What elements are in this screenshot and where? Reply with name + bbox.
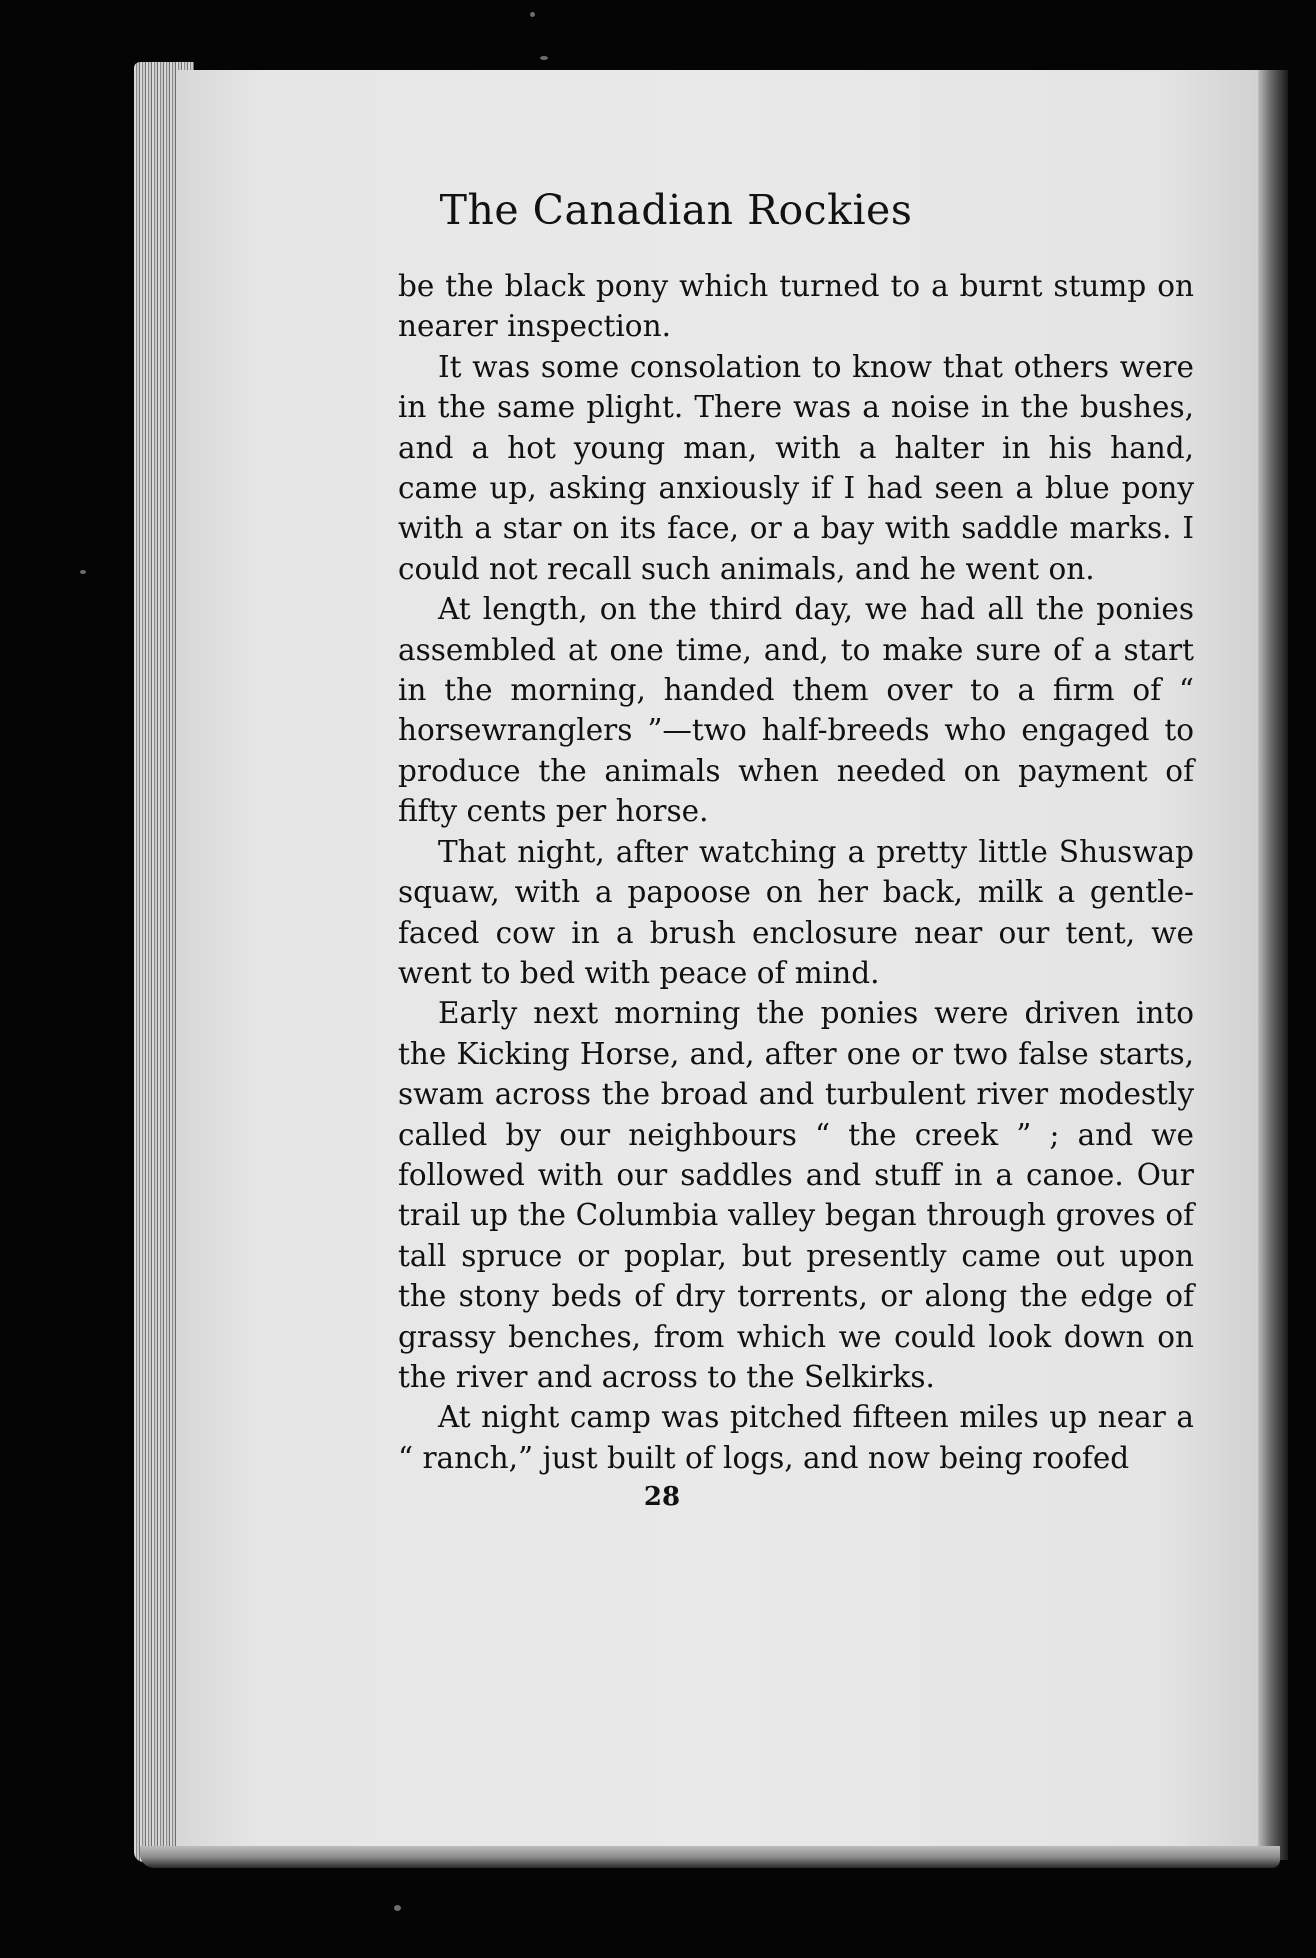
paragraph: At night camp was pitched fifteen miles up near a “ ranch,” just built of logs, and now being roofed: [398, 1400, 1194, 1475]
body-text: [398, 266, 1194, 1478]
dust-speck: [394, 1905, 401, 1911]
paragraph: Early next morning the ponies were driven into the Kicking Horse, and, after one or two false starts, swam across the broad and turbulent river modestly called by our neighbours “ the creek ” ; and we followed with our saddles and stuff in a canoe. Our trail up the Columbia valley began through groves of tall spruce or poplar, but presently came out upon the stony beds of dry torrents, or along the edge of grassy benches, from which we could look down on the river and across to the Selkirks.: [398, 996, 1194, 1394]
paragraph: At length, on the third day, we had all the ponies assembled at one time, and, to make sure of a start in the morning, handed them over to a firm of “ horsewranglers ”—two half-breeds who engaged to produce the animals when needed on payment of fifty cents per horse.: [398, 592, 1194, 829]
book-gutter-shadow: [1258, 70, 1288, 1860]
page-number: 28: [643, 1482, 681, 1512]
paragraph: It was some consolation to know that others were in the same plight. There was a noise in the bushes, and a hot young man, with a halter in his hand, came up, asking anxiously if I had seen a blue pony with a star on its face, or a bay with saddle marks. I could not recall such animals, and he went on.: [398, 349, 1194, 586]
paragraph: be the black pony which turned to a burnt stump on nearer inspection.: [398, 269, 1194, 344]
running-head: The Canadian Rockies: [439, 186, 913, 234]
paragraph: That night, after watching a pretty little Shuswap squaw, with a papoose on her back, milk a gentle-faced cow in a brush enclosure near our tent, we went to bed with peace of mind.: [398, 834, 1194, 990]
dust-speck: [80, 570, 86, 574]
dust-speck: [530, 12, 535, 17]
dust-speck: [540, 56, 548, 60]
page-bottom-edge: [140, 1846, 1280, 1868]
